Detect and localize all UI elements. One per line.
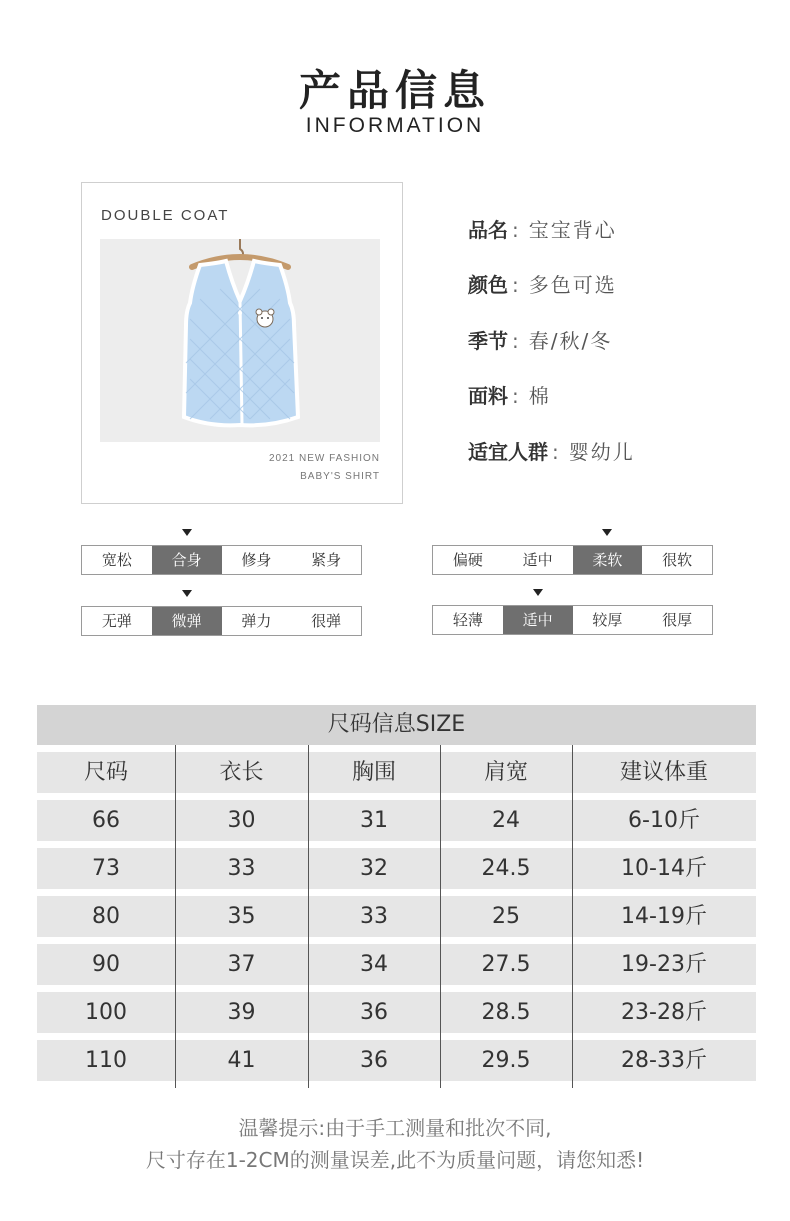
bear-patch <box>256 309 274 327</box>
scale-option <box>291 546 361 574</box>
info-value: 春/秋/冬 <box>528 329 613 353</box>
scale-option-label: 弹力 <box>241 612 272 630</box>
scale-option-label: 适中 <box>522 611 553 629</box>
selected-indicator-icon <box>182 529 192 536</box>
scale-option-label: 宽松 <box>101 551 132 569</box>
scale-option <box>152 607 222 635</box>
scale-option-label: 偏硬 <box>452 551 483 569</box>
info-row-color <box>468 269 617 298</box>
scale-option <box>503 546 573 574</box>
info-value: 棉 <box>528 384 551 408</box>
stretch-scale <box>81 606 362 636</box>
scale-option-label: 适中 <box>522 551 553 569</box>
info-row-fabric <box>468 380 551 409</box>
vest-button <box>238 311 242 315</box>
table-cell: 14-19斤 <box>572 896 756 937</box>
table-cell: 36 <box>308 1040 440 1081</box>
table-cell: 24 <box>440 800 572 841</box>
selected-indicator-icon <box>533 589 543 596</box>
table-cell: 80 <box>92 904 120 929</box>
scale-option-label: 微弹 <box>171 612 202 630</box>
scale-option <box>291 607 361 635</box>
table-header-cell: 衣长 <box>175 752 308 793</box>
scale-option-label: 很厚 <box>662 611 693 629</box>
table-cell: 6-10斤 <box>572 800 756 841</box>
photo-label: DOUBLE COAT <box>101 207 230 224</box>
info-key: 适宜人群 <box>468 440 548 464</box>
table-cell: 66 <box>92 808 120 833</box>
table-row <box>37 896 756 937</box>
table-cell: 28.5 <box>440 992 572 1033</box>
info-sep: : <box>512 329 519 353</box>
table-header-cell: 尺码 <box>83 760 128 785</box>
scale-option-label: 修身 <box>241 551 272 569</box>
table-cell: 32 <box>308 848 440 889</box>
table-cell: 24.5 <box>440 848 572 889</box>
table-cell: 27.5 <box>440 944 572 985</box>
info-value: 婴幼儿 <box>568 440 635 464</box>
scale-option <box>642 606 712 634</box>
scale-option <box>82 546 152 574</box>
info-key: 季节 <box>468 329 508 353</box>
table-cell: 73 <box>92 856 120 881</box>
scale-option-label: 无弹 <box>101 612 132 630</box>
scale-option-label: 很软 <box>662 551 693 569</box>
table-header-row <box>37 752 756 793</box>
thickness-scale <box>432 605 713 635</box>
table-cell: 35 <box>175 896 308 937</box>
table-cell: 90 <box>92 952 120 977</box>
scale-option-label: 紧身 <box>311 551 342 569</box>
note-line1: 温馨提示:由于手工测量和批次不同, <box>238 1116 552 1140</box>
table-cell: 25 <box>440 896 572 937</box>
page-subtitle: INFORMATION <box>305 114 485 137</box>
size-table-title: 尺码信息SIZE <box>37 705 756 745</box>
scale-option-label: 轻薄 <box>452 611 483 629</box>
table-header-cell: 肩宽 <box>440 752 572 793</box>
product-photo <box>100 239 380 442</box>
info-sep: : <box>512 273 519 297</box>
info-sep: : <box>552 440 559 464</box>
table-cell: 33 <box>308 896 440 937</box>
table-cell: 41 <box>175 1040 308 1081</box>
scale-option-label: 较厚 <box>592 611 623 629</box>
vest-placket <box>240 301 242 425</box>
scale-option-label: 合身 <box>171 551 202 569</box>
table-row <box>37 800 756 841</box>
table-row <box>37 944 756 985</box>
table-cell: 29.5 <box>440 1040 572 1081</box>
scale-option <box>222 607 292 635</box>
scale-option <box>573 546 643 574</box>
table-cell: 33 <box>175 848 308 889</box>
table-cell: 100 <box>85 1000 127 1025</box>
scale-option <box>642 546 712 574</box>
scale-option <box>152 546 222 574</box>
table-cell: 30 <box>175 800 308 841</box>
info-sep: : <box>512 218 519 242</box>
scale-option <box>433 546 503 574</box>
table-cell: 23-28斤 <box>572 992 756 1033</box>
info-key: 颜色 <box>468 273 508 297</box>
scale-option <box>573 606 643 634</box>
info-value: 宝宝背心 <box>528 218 617 242</box>
scale-option <box>82 607 152 635</box>
baby-vest-image <box>100 239 380 442</box>
table-row <box>37 848 756 889</box>
scale-option-label: 柔软 <box>592 551 623 569</box>
info-sep: : <box>512 384 519 408</box>
fit-scale <box>81 545 362 575</box>
info-key: 面料 <box>468 384 508 408</box>
table-header-cell: 建议体重 <box>572 752 756 793</box>
photo-caption-line2: BABY'S SHIRT <box>300 471 380 482</box>
product-photo-frame <box>81 182 403 504</box>
page-title: 产品信息 <box>298 66 491 115</box>
table-cell: 34 <box>308 944 440 985</box>
scale-option-label: 很弹 <box>311 612 342 630</box>
table-row <box>37 1040 756 1081</box>
info-row-season <box>468 325 612 354</box>
selected-indicator-icon <box>182 590 192 597</box>
selected-indicator-icon <box>602 529 612 536</box>
note-line2: 尺寸存在1-2CM的测量误差,此不为质量问题，请您知悉! <box>145 1148 645 1172</box>
table-header-cell: 胸围 <box>308 752 440 793</box>
table-cell: 110 <box>85 1048 127 1073</box>
size-table <box>37 752 756 1088</box>
table-cell: 36 <box>308 992 440 1033</box>
info-row-name <box>468 214 617 243</box>
scale-option <box>222 546 292 574</box>
table-cell: 19-23斤 <box>572 944 756 985</box>
scale-option <box>503 606 573 634</box>
scale-option <box>433 606 503 634</box>
photo-caption-line1: 2021 NEW FASHION <box>268 453 380 464</box>
table-cell: 37 <box>175 944 308 985</box>
table-cell: 10-14斤 <box>572 848 756 889</box>
softness-scale <box>432 545 713 575</box>
info-value: 多色可选 <box>528 273 617 297</box>
table-cell: 28-33斤 <box>572 1040 756 1081</box>
table-cell: 39 <box>175 992 308 1033</box>
info-row-audience <box>468 436 635 465</box>
table-cell: 31 <box>308 800 440 841</box>
table-row <box>37 992 756 1033</box>
info-key: 品名 <box>468 218 508 242</box>
